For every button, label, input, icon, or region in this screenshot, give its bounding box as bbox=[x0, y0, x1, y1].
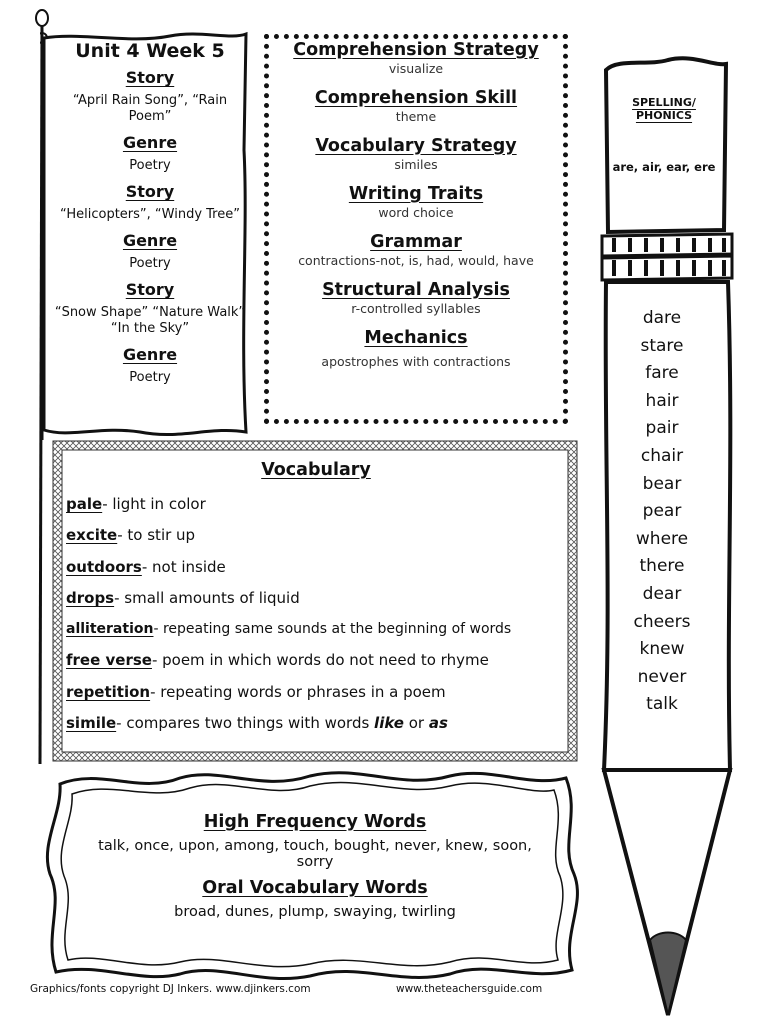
vocab-word: excite bbox=[66, 526, 118, 545]
genre-value-1: Poetry bbox=[129, 158, 171, 173]
vocab-word: simile bbox=[66, 714, 117, 733]
vocab-row bbox=[66, 682, 566, 713]
vocab-definition: - repeating words or phrases in a poem bbox=[150, 682, 446, 701]
spelling-word: dare bbox=[642, 308, 682, 328]
spelling-word: stare bbox=[640, 335, 684, 356]
vocab-definition: - repeating same sounds at the beginning of words bbox=[153, 621, 512, 638]
footer-site: www.theteachersguide.com bbox=[396, 983, 543, 995]
comprehension-skill-value: theme bbox=[395, 109, 437, 124]
spelling-word: where bbox=[635, 528, 689, 549]
genre-heading-1: Genre bbox=[122, 133, 178, 152]
vocab-row bbox=[66, 713, 566, 744]
vocab-row bbox=[66, 557, 566, 588]
vocab-word: drops bbox=[66, 588, 115, 607]
vocab-connector: or bbox=[403, 714, 429, 733]
genre-heading-2: Genre bbox=[122, 231, 178, 250]
spelling-patterns: are, air, ear, ere bbox=[612, 160, 716, 174]
vocab-row bbox=[66, 650, 566, 681]
vocab-row bbox=[66, 525, 566, 556]
spelling-word: talk bbox=[646, 694, 678, 715]
flag-pole bbox=[32, 8, 52, 768]
vocab-definition: - poem in which words do not need to rhyme bbox=[151, 651, 489, 670]
footer-copyright: Graphics/fonts copyright DJ Inkers. www.djinkers.com bbox=[30, 983, 311, 995]
vocab-definition: - small amounts of liquid bbox=[114, 588, 300, 607]
genre-heading-3: Genre bbox=[122, 345, 178, 364]
mechanics-heading: Mechanics bbox=[364, 328, 468, 348]
high-frequency-title: High Frequency Words bbox=[203, 812, 427, 832]
vocab-word: repetition bbox=[66, 682, 151, 701]
story-value-1: “April Rain Song”, “Rain Poem” bbox=[72, 93, 228, 124]
spelling-word: pair bbox=[645, 418, 679, 439]
vocabulary-strategy-heading: Vocabulary Strategy bbox=[315, 136, 517, 156]
vocab-row bbox=[66, 619, 566, 650]
spelling-word: pear bbox=[642, 501, 682, 522]
vocabulary-title: Vocabulary bbox=[261, 460, 371, 480]
vocab-definition: - not inside bbox=[141, 557, 226, 576]
vocab-row bbox=[66, 588, 566, 619]
vocab-word: alliteration bbox=[66, 621, 154, 638]
story-heading-2: Story bbox=[125, 182, 175, 201]
story-value-3: “Snow Shape” “Nature Walk” “In the Sky” bbox=[54, 305, 246, 336]
vocab-emphasis-as: as bbox=[428, 714, 448, 733]
vocab-definition: - compares two things with words bbox=[116, 714, 375, 733]
oral-vocabulary-title: Oral Vocabulary Words bbox=[202, 878, 428, 898]
structural-analysis-heading: Structural Analysis bbox=[322, 280, 510, 300]
vocab-definition: - to stir up bbox=[117, 526, 196, 545]
mechanics-value: apostrophes with contractions bbox=[321, 354, 511, 369]
spelling-word: knew bbox=[639, 639, 685, 660]
high-frequency-content bbox=[90, 810, 540, 928]
comprehension-strategy-value: visualize bbox=[388, 61, 444, 76]
spelling-word: fare bbox=[645, 363, 679, 384]
vocab-emphasis-like: like bbox=[374, 714, 404, 733]
writing-traits-heading: Writing Traits bbox=[348, 184, 484, 204]
spelling-word: dear bbox=[642, 583, 682, 604]
comprehension-strategy-heading: Comprehension Strategy bbox=[293, 40, 539, 60]
vocab-word: free verse bbox=[66, 651, 152, 670]
banner-content bbox=[52, 36, 248, 394]
story-heading-3: Story bbox=[125, 280, 175, 299]
story-value-2: “Helicopters”, “Windy Tree” bbox=[60, 207, 240, 222]
spelling-word: never bbox=[637, 666, 687, 687]
high-frequency-words: talk, once, upon, among, touch, bought, never, knew, soon, sorry bbox=[98, 838, 532, 870]
vocab-row bbox=[66, 494, 566, 525]
grammar-value: contractions-not, is, had, would, have bbox=[298, 253, 534, 268]
spelling-word-list bbox=[612, 306, 712, 720]
spelling-word: hair bbox=[645, 390, 679, 411]
spelling-title: SPELLING/ PHONICS bbox=[632, 96, 696, 122]
vocabulary-content bbox=[66, 460, 566, 744]
spelling-word: there bbox=[639, 556, 685, 577]
writing-traits-value: word choice bbox=[378, 205, 454, 220]
vocab-word: pale bbox=[66, 495, 103, 513]
genre-value-3: Poetry bbox=[129, 370, 171, 385]
strategies-box bbox=[264, 34, 568, 424]
story-heading-1: Story bbox=[125, 68, 175, 87]
spelling-word: bear bbox=[642, 473, 682, 494]
spelling-word: cheers bbox=[633, 611, 691, 632]
vocab-definition: - light in color bbox=[102, 495, 206, 513]
vocab-word: outdoors bbox=[66, 557, 142, 576]
grammar-heading: Grammar bbox=[370, 232, 462, 252]
genre-value-2: Poetry bbox=[129, 256, 171, 271]
oral-vocabulary-words: broad, dunes, plump, swaying, twirling bbox=[174, 904, 456, 920]
structural-analysis-value: r-controlled syllables bbox=[351, 301, 481, 316]
spelling-word: chair bbox=[640, 445, 684, 466]
comprehension-skill-heading: Comprehension Skill bbox=[314, 88, 518, 108]
vocabulary-strategy-value: similes bbox=[394, 157, 438, 172]
unit-title: Unit 4 Week 5 bbox=[75, 40, 225, 62]
